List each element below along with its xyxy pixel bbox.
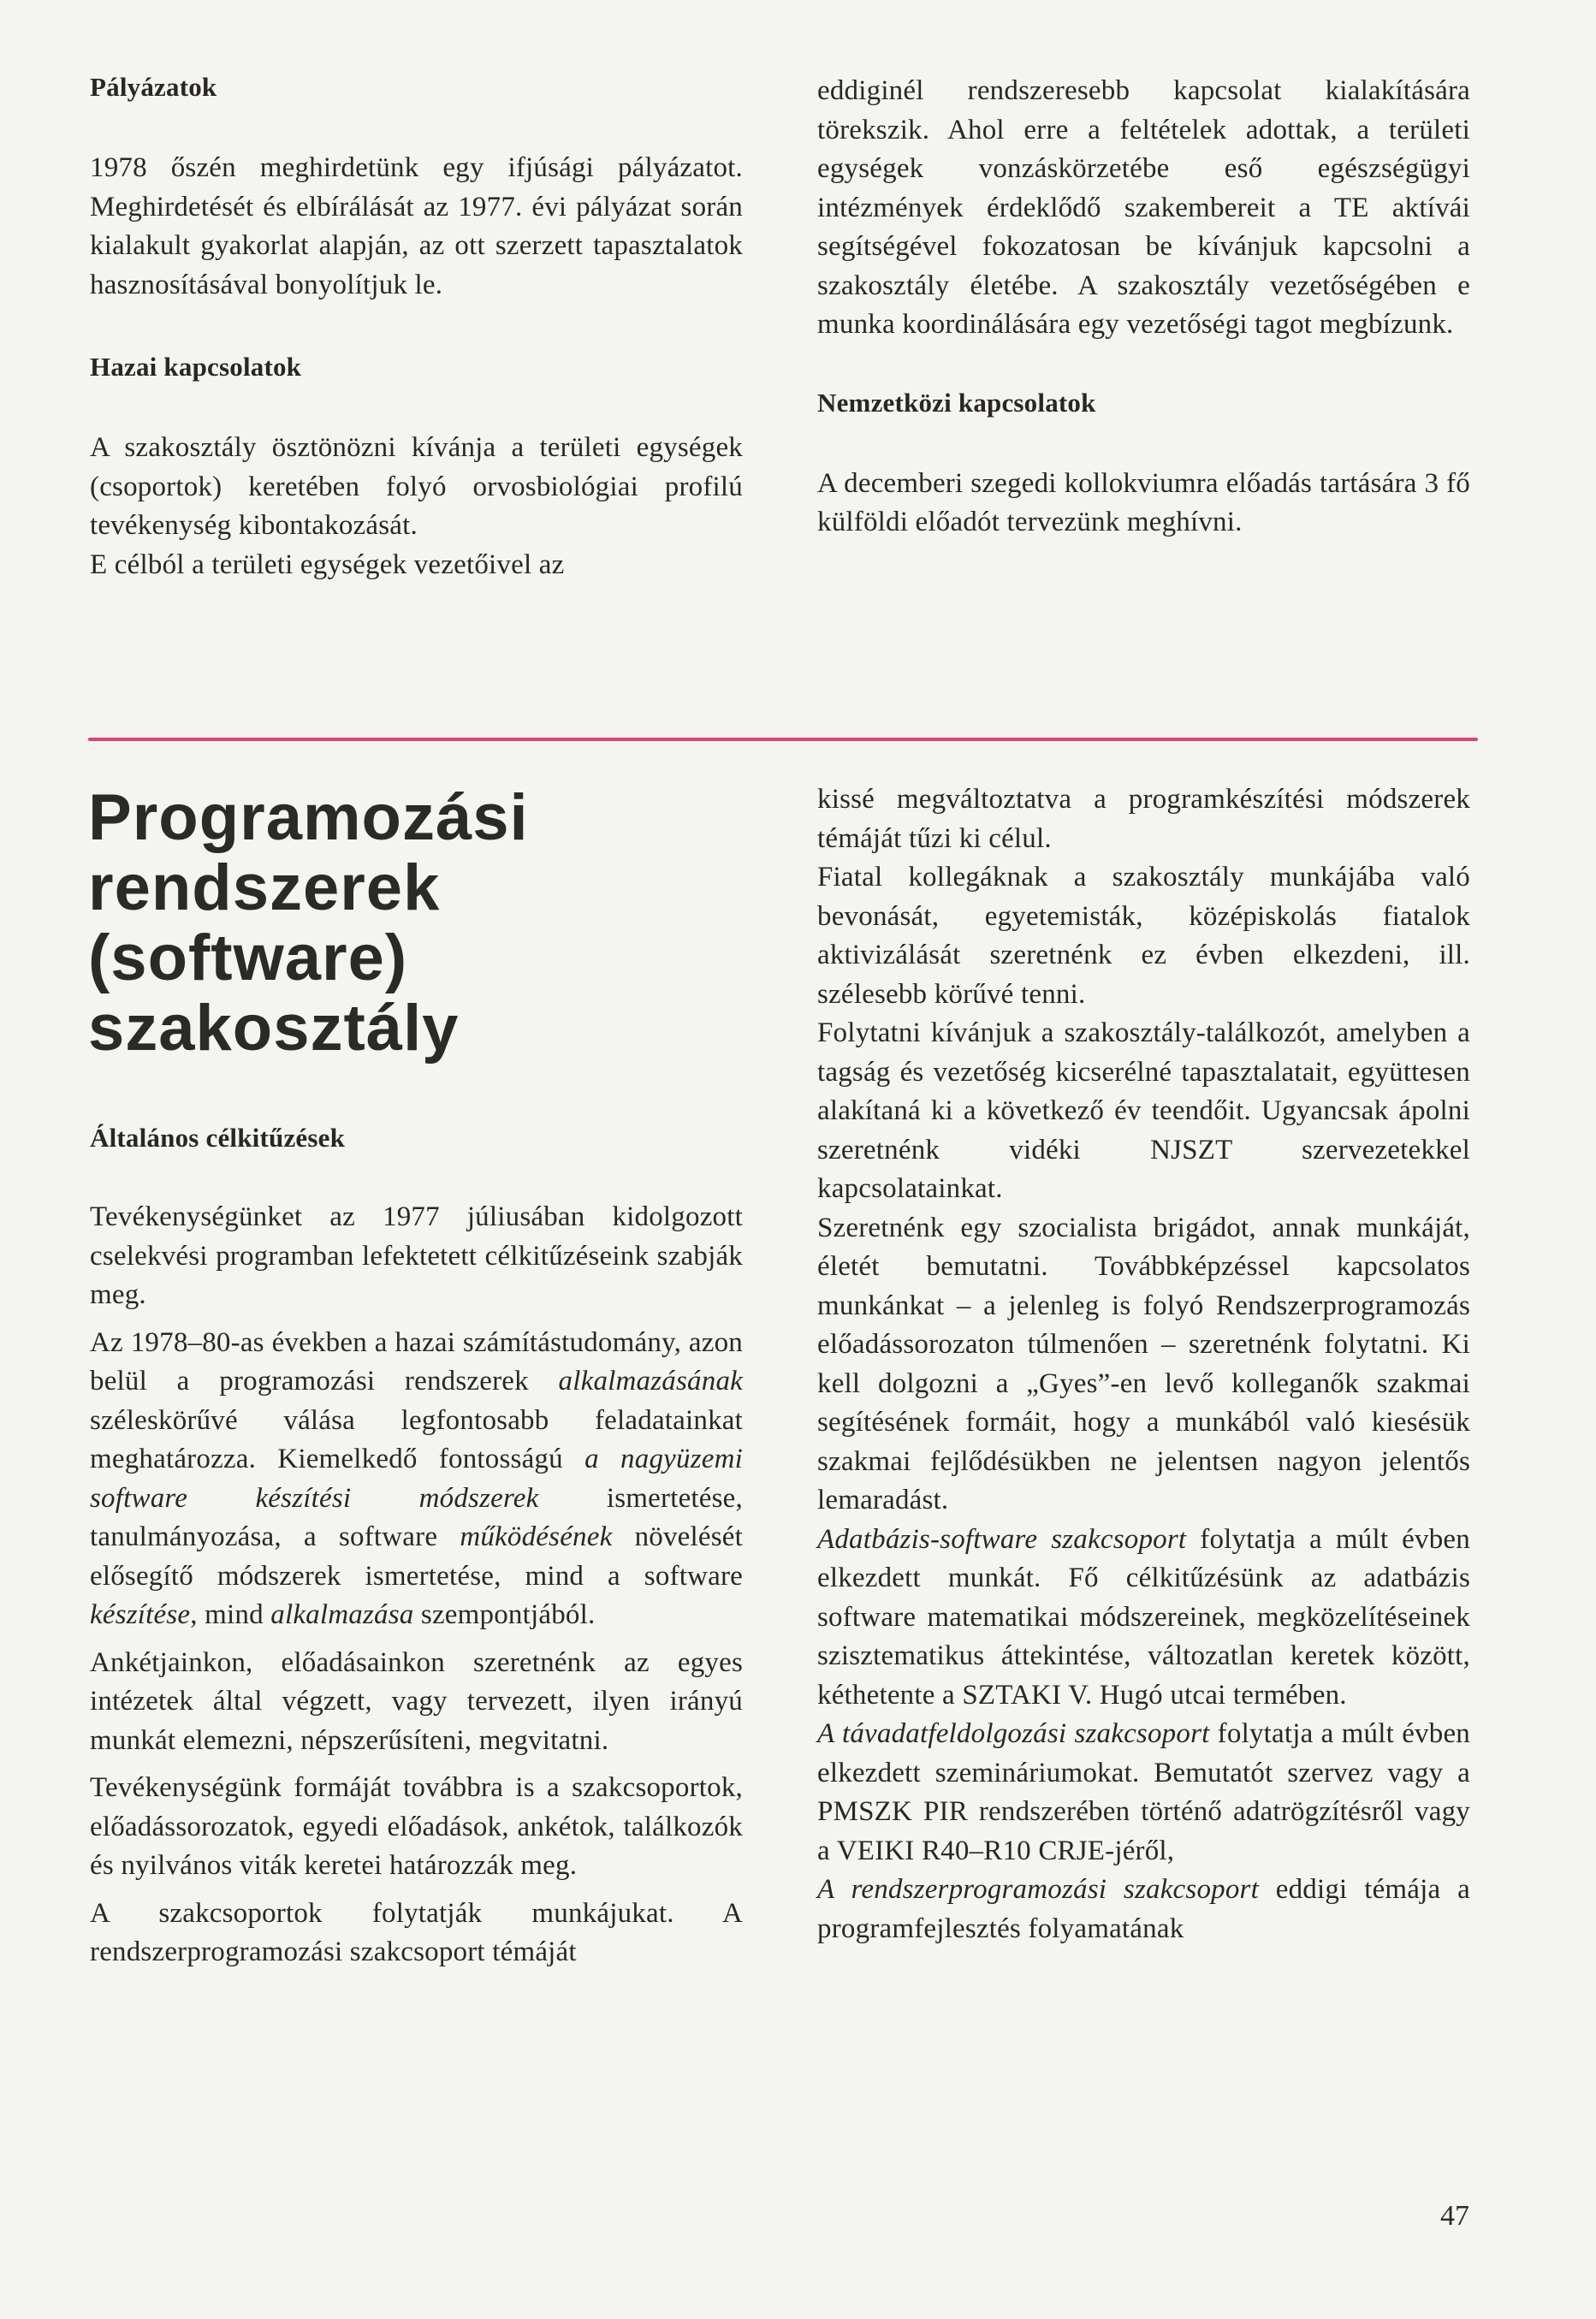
title-line: (software) [88,922,408,994]
text-run: folytatja a múlt évben elkezdett szemináriumokat. Bemutatót szervez vagy a PMSZK PIR rendszerében történő adatrögzítésről vagy a VEIKI R40–R10 CRJE-jéről, [817,1718,1470,1866]
title-line: szakosztály [88,992,460,1065]
paragraph-nemzetkozi-kapcsolatok: A decemberi szegedi kollokviumra előadás tartására 3 fő külföldi előadót tervezünk meghívni. [817,467,1470,537]
article-title [88,783,529,1064]
title-line: Programozási [88,781,529,854]
paragraph [817,1871,1470,1948]
text-run: eddigi témája a programfejlesztés folyamatának [817,1874,1470,1944]
italic-run: alkalmazásának [558,1366,743,1397]
italic-run: a nagyüzemi software készítési módszerek [90,1444,743,1514]
article-left-column [90,1121,743,1972]
page-number: 47 [1440,2200,1469,2232]
paragraph-continuation: eddiginél rendszeresebb kapcsolat kialakítására törekszik. Ahol erre a feltételek adottak, a területi egységek vonzáskörzetébe eső egészségügyi intézmények érdeklődő szakembereit a TE aktívái segítségével fokozatosan be kívánjuk kapcsolni a szakosztály életébe. A szakosztály vezetőségében e munka koordinálására egy vezetőségi tagot megbízunk. [817,75,1470,340]
paragraph [817,1715,1470,1871]
paragraph: Tevékenységünket az 1977 júliusában kidolgozott cselekvési programban lefektetett célkitűzéseink szabják meg. [90,1201,743,1310]
paragraph: Fiatal kollegáknak a szakosztály munkájába való bevonását, egyetemisták, középiskolás fiatalok aktivizálását szeretnénk ez évben elkezdeni, ill. szélesebb körűvé tenni. [817,862,1470,1010]
paragraph: A szakcsoportok folytatják munkájukat. A rendszerprogramozási szakcsoport témáját [90,1897,743,1967]
text-run: szempontjából. [413,1599,596,1630]
italic-run: készítése [90,1599,191,1630]
heading-hazai-kapcsolatok: Hazai kapcsolatok [90,352,302,382]
top-left-column [90,70,743,584]
italic-run: Adatbázis-software szakcsoport [817,1523,1187,1555]
italic-run: alkalmazása [270,1599,414,1630]
paragraph-hazai-kapcsolatok: A szakosztály ösztönözni kívánja a területi egységek (csoportok) keretében folyó orvosbiológiai profilú tevékenység kibontakozását. [90,432,743,541]
heading-palyazatok: Pályázatok [90,72,217,102]
title-line: rendszerek [88,851,441,924]
paragraph [817,1521,1470,1716]
text-run: széleskörűvé válása legfontosabb feladatainkat meghatározza. Kiemelkedő fontosságú [90,1404,743,1474]
paragraph: Szeretnénk egy szocialista brigádot, annak munkáját, életét bemutatni. Továbbképzéssel kapcsolatos munkánkat – a jelenleg is folyó Rendszerprogramozás előadássorozaton túlmenően – szeretnénk folytatni. Ki kell dolgozni a „Gyes”-en levő kolleganők szakmai segítésének formáit, hogy a munkából való kiesésük szakmai fejlődésükben ne jelentsen nagyon jelentős lemaradást. [817,1212,1470,1515]
paragraph-palyazatok: 1978 őszén meghirdetünk egy ifjúsági pályázatot. Meghirdetését és elbírálását az 1977. évi pályázat során kialakult gyakorlat alapján, az ott szerzett tapasztalatok hasznosításával bonyolítjuk le. [90,152,743,300]
italic-run: A távadatfeldolgozási szakcsoport [817,1718,1210,1749]
paragraph: Ankétjainkon, előadásainkon szeretnénk az egyes intézetek által végzett, vagy tervezett, ilyen irányú munkát elemezni, népszerűsíteni, megvitatni. [90,1646,743,1756]
paragraph: kissé megváltoztatva a programkészítési módszerek témáját tűzi ki célul. [817,784,1470,854]
paragraph: Tevékenységünk formáját továbbra is a szakcsoportok, előadássorozatok, egyedi előadások, ankétok, találkozók és nyilvános viták keretei határozzák meg. [90,1772,743,1881]
article-right-column [817,780,1470,1948]
paragraph [90,1324,743,1635]
text-run: , mind [190,1599,271,1630]
text-run: folytatja a múlt évben elkezdett munkát. Fő célkitűzésünk az adatbázis software matematikai módszereinek, megközelítéseinek szisztematikus áttekintése, változatlan keretek között, kéthetente a SZTAKI V. Hugó utcai termében. [817,1523,1470,1711]
section-divider [88,738,1478,741]
top-right-column [817,72,1470,543]
paragraph-hazai-kapcsolatok-2: E célból a területi egységek vezetőivel az [90,549,565,580]
text-run: növelését elősegítő módszerek ismertetése, mind a software [90,1521,743,1592]
italic-run: működésének [460,1521,613,1552]
heading-altalanos-celkituzesek: Általános célkitűzések [90,1123,346,1153]
italic-run: A rendszerprogramozási szakcsoport [817,1874,1259,1905]
heading-nemzetkozi-kapcsolatok: Nemzetközi kapcsolatok [817,387,1096,418]
text-run: Az 1978–80-as években a hazai számítástudomány, azon belül a programozási rendszerek [90,1326,743,1397]
text-run: ismertetése, tanulmányozása, a software [90,1482,743,1552]
paragraph: Folytatni kívánjuk a szakosztály-találkozót, amelyben a tagság és vezetőség kicserélné tapasztalatait, együttesen alakítaná ki a következő év teendőit. Ugyancsak ápolni szeretnénk vidéki NJSZT szervezetekkel kapcsolatainkat. [817,1017,1470,1204]
